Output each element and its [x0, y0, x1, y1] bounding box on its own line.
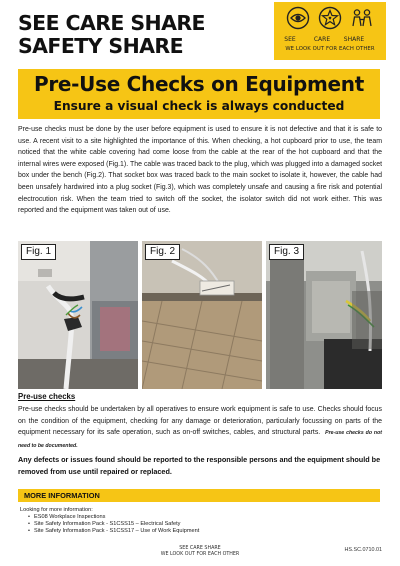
people-icon: [350, 6, 374, 30]
figure-1: [18, 241, 138, 389]
document-code: HS.SC.0710.01: [344, 547, 382, 553]
see-care-share-logo: [274, 2, 386, 60]
pre-use-note: Pre-use checks do not need to be documented.: [18, 430, 382, 450]
intro-paragraph: Pre-use checks must be done by the user before equipment is used to ensure it is not defective and that it is safe to use. A recent visit to a site highlighted the importance of this. When checking, a hot cupboard prior to use, the team noticed that the white cable covering had come loose from the cable at the rear of the hot cupboard and that the internal wires were exposed (Fig.1). The cable was traced back to the plug, which was plugged into a damaged socket box under the bench (Fig.2). That socket box was traced back to the main socket to isolate it, however, the cable had been unsafely hardwired into a plug socket (Fig.3), which was completely unsafe and causing a fire risk and potential electrocution risk. When the team tried to switch off the socket, the isolator switch did not work either. This was reported and the equipment was taken out of use.: [18, 126, 382, 215]
brand-title-line2: SAFETY SHARE: [18, 34, 183, 58]
pre-use-body: Pre-use checks should be undertaken by all operatives to ensure work equipment is safe to use. Checks should focus on the condition of the equipment, checking for any damage or deterioration, particularly focussing on parts of the equipment necessary for its safe operation, such as on-off switches, cables, and structural parts.: [18, 406, 382, 437]
footer-brand: [0, 546, 400, 558]
figure-3-label: Fig. 3: [269, 244, 304, 260]
more-information-list: [28, 514, 199, 535]
logo-icons: [282, 6, 378, 36]
pre-use-paragraph: [18, 404, 382, 453]
heart-star-icon: [318, 6, 342, 30]
more-information-title: MORE INFORMATION: [24, 491, 100, 500]
figure-3: [266, 241, 382, 389]
figure-2-label: Fig. 2: [145, 244, 180, 260]
page-subtitle: Ensure a visual check is always conducted: [53, 99, 345, 113]
figure-2-photo: [142, 241, 262, 389]
figure-1-photo: [18, 241, 138, 389]
pre-use-emphasis: Any defects or issues found should be reported to the responsible persons and the equipment should be removed from use until repaired or replaced.: [18, 455, 381, 476]
more-information-intro: Looking for more information:: [20, 507, 93, 513]
figure-3-photo: [266, 241, 382, 389]
more-information-item: • Site Safety Information Pack - S1CSS17 – Use of Work Equipment: [28, 528, 199, 535]
header: [0, 0, 400, 66]
logo-word-care: CARE: [313, 36, 331, 43]
figure-2: [142, 241, 262, 389]
more-information-item: • ES08 Workplace Inspections: [28, 514, 199, 521]
logo-tagline: WE LOOK OUT FOR EACH OTHER: [285, 46, 375, 52]
pre-use-heading: Pre-use checks: [18, 392, 76, 401]
logo-word-see: SEE: [284, 36, 296, 43]
eye-icon: [286, 6, 310, 30]
brand-title-line1: SEE CARE SHARE: [18, 11, 205, 35]
figure-strip: [18, 241, 382, 389]
logo-word-share: SHARE: [343, 36, 365, 43]
more-information-bar: [18, 489, 380, 502]
page-title: Pre-Use Checks on Equipment: [34, 72, 364, 96]
title-banner: [18, 69, 380, 119]
brand-title: [18, 12, 205, 58]
more-information-item: • Site Safety Information Pack - S1CSS15 – Electrical Safety: [28, 521, 199, 528]
footer-brand-line1: SEE CARE SHARE: [179, 546, 221, 551]
figure-1-label: Fig. 1: [21, 244, 56, 260]
footer-brand-line2: WE LOOK OUT FOR EACH OTHER: [160, 552, 240, 557]
